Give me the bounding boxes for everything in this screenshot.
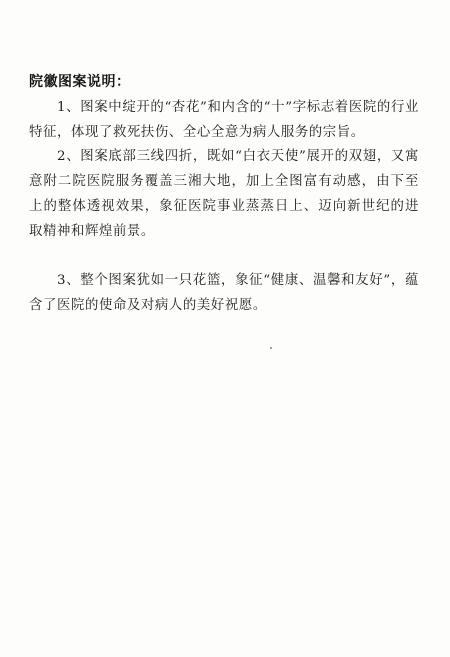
paragraph-2: 2、图案底部三线四折，既如“白衣天使”展开的双翅，又寓意附二院医院服务覆盖三湘大地，加上全图富有动感，由下至上的整体透视效果，象征医院事业蒸蒸日上、迈向新世纪的进取精神和辉煌前景。 — [29, 149, 419, 239]
document-title: 院徽图案说明： — [29, 74, 131, 90]
scan-speck — [270, 347, 272, 349]
paragraph-1: 1、图案中绽开的“杏花”和内含的“十”字标志着医院的行业特征，体现了救死扶伤、全心全意为病人服务的宗旨。 — [29, 100, 419, 140]
paragraph-3: 3、整个图案犹如一只花篮，象征“健康、温馨和友好”，蕴含了医院的使命及对病人的美好祝愿。 — [29, 273, 419, 313]
